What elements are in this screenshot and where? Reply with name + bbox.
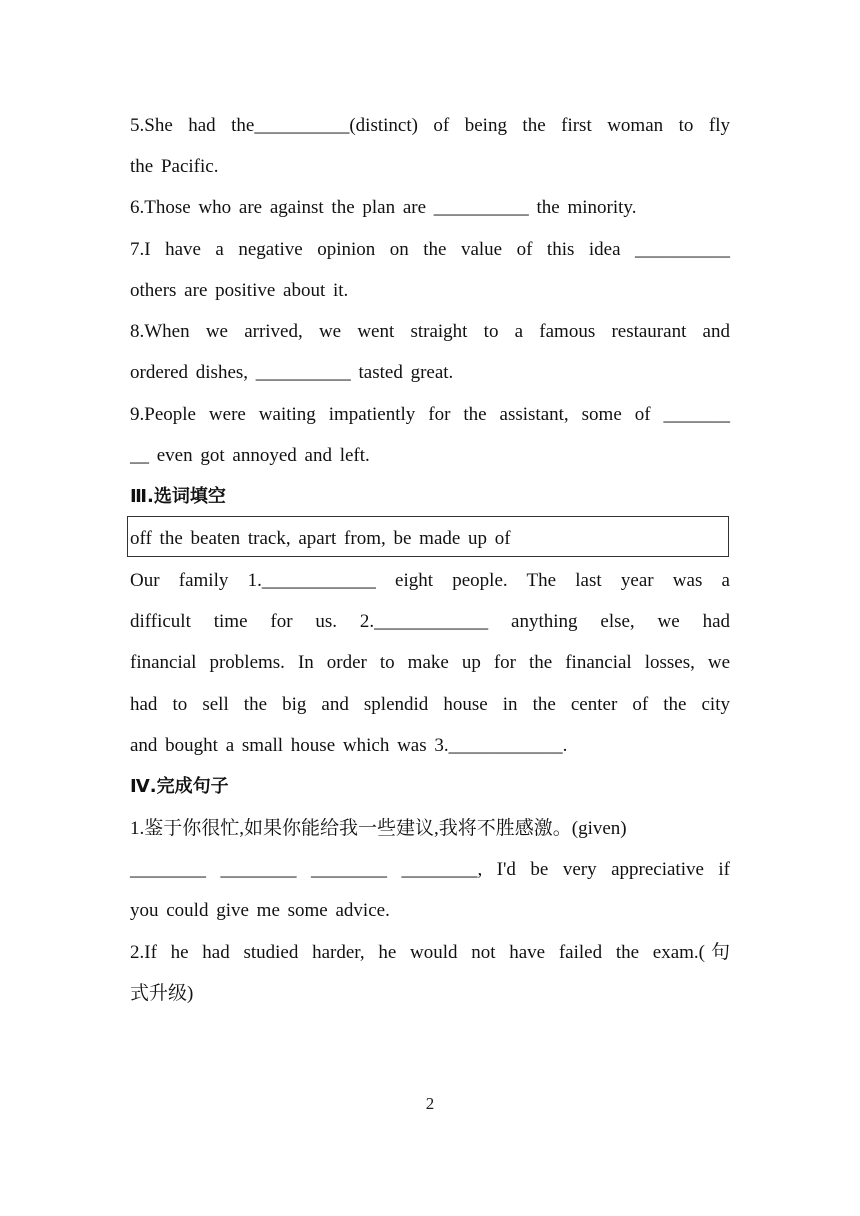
question-5-line-2: the Pacific. [130,156,219,177]
question-9-line-1: 9.People were waiting impatiently for the assistant, some of _______ [130,404,730,425]
question-8-line-2: ordered dishes, __________ tasted great. [130,362,454,383]
question-5-line-1: 5.She had the__________(distinct) of being the first woman to fly [130,115,730,136]
passage-line-5: and bought a small house which was 3.____________. [130,735,568,756]
word-bank-text: off the beaten track, apart from, be made up of [130,528,511,549]
sentence-2-prompt-line-2: 式升级) [130,983,194,1004]
page-number: 2 [425,1094,435,1113]
question-8-line-1: 8.When we arrived, we went straight to a famous restaurant and [130,321,730,342]
question-7-line-2: others are positive about it. [130,280,349,301]
section-4-heading: Ⅳ.完成句子 [130,776,229,797]
sentence-1-answer-line-2: you could give me some advice. [130,900,390,921]
question-7-line-1: 7.I have a negative opinion on the value of this idea __________ [130,239,730,260]
section-3-heading: Ⅲ.选词填空 [130,486,226,507]
word-bank-box [127,516,729,557]
passage-line-4: had to sell the big and splendid house in the center of the city [130,694,730,715]
question-6: 6.Those who are against the plan are __________ the minority. [130,197,637,218]
question-9-line-2: __ even got annoyed and left. [130,445,370,466]
sentence-1-answer-line: ________ ________ ________ ________, I'd be very appreciative if [130,859,730,880]
passage-line-1: Our family 1.____________ eight people. The last year was a [130,570,730,591]
passage-line-3: financial problems. In order to make up for the financial losses, we [130,652,730,673]
passage-line-2: difficult time for us. 2.____________ anything else, we had [130,611,730,632]
sentence-2-prompt-line-1: 2.If he had studied harder, he would not have failed the exam.(句 [130,942,730,963]
sentence-1-prompt: 1.鉴于你很忙,如果你能给我一些建议,我将不胜感激。(given) [130,818,627,839]
